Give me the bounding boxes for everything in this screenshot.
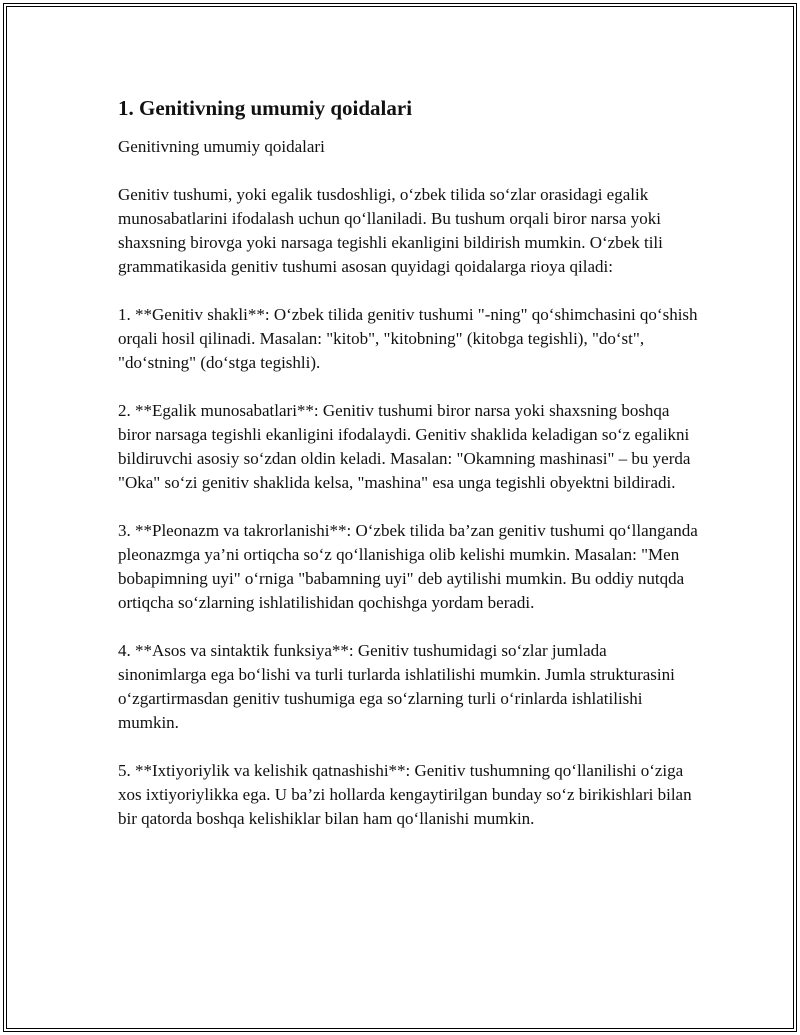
rule-3-paragraph: 3. **Pleonazm va takrorlanishi**: O‘zbek tilida ba’zan genitiv tushumi qo‘llanganda pleonazmga ya’ni ortiqcha so‘z qo‘llanishiga olib kelishi mumkin. Masalan: "Men bobapimning uyi" o‘rniga "babamning uyi" deb aytilishi mumkin. Bu oddiy nutqda ortiqcha so‘zlarning ishlatilishidan qochishga yordam beradi.	[118, 521, 698, 612]
intro-paragraph: Genitiv tushumi, yoki egalik tusdoshligi, o‘zbek tilida so‘zlar orasidagi egalik munosabatlarini ifodalash uchun qo‘llaniladi. Bu tushum orqali biror narsa yoki shaxsning birovga yoki narsaga tegishli ekanligini bildirish mumkin. O‘zbek tili grammatikasida genitiv tushumi asosan quyidagi qoidalarga rioya qiladi:	[118, 185, 663, 276]
rule-5-paragraph: 5. **Ixtiyoriylik va kelishik qatnashishi**: Genitiv tushumning qo‘llanilishi o‘ziga xos ixtiyoriylikka ega. U ba’zi hollarda kengaytirilgan bunday so‘z birikishlari bilan bir qatorda boshqa kelishiklar bilan ham qo‘llanishi mumkin.	[118, 761, 692, 828]
document-body	[118, 95, 698, 855]
document-title: 1. Genitivning umumiy qoidalari	[118, 96, 413, 120]
rule-2-paragraph: 2. **Egalik munosabatlari**: Genitiv tushumi biror narsa yoki shaxsning boshqa biror narsaga tegishli ekanligini ifodalaydi. Genitiv shaklida keladigan so‘z egalikni bildiruvchi asosiy so‘zdan oldin keladi. Masalan: "Okamning mashinasi" – bu yerda "Oka" so‘zi genitiv shaklida kelsa, "mashina" esa unga tegishli obyektni bildiradi.	[118, 401, 691, 492]
rule-4-paragraph: 4. **Asos va sintaktik funksiya**: Genitiv tushumidagi so‘zlar jumlada sinonimlarga ega bo‘lishi va turli turlarda ishlatilishi mumkin. Jumla strukturasini o‘zgartirmasdan genitiv tushumiga ega so‘zlarning turli o‘rinlarda ishlatilishi mumkin.	[118, 641, 675, 732]
rule-1-paragraph: 1. **Genitiv shakli**: O‘zbek tilida genitiv tushumi "-ning" qo‘shimchasini qo‘shish orqali hosil qilinadi. Masalan: "kitob", "kitobning" (kitobga tegishli), "do‘st", "do‘stning" (do‘stga tegishli).	[118, 305, 698, 372]
document-subtitle: Genitivning umumiy qoidalari	[118, 137, 325, 156]
